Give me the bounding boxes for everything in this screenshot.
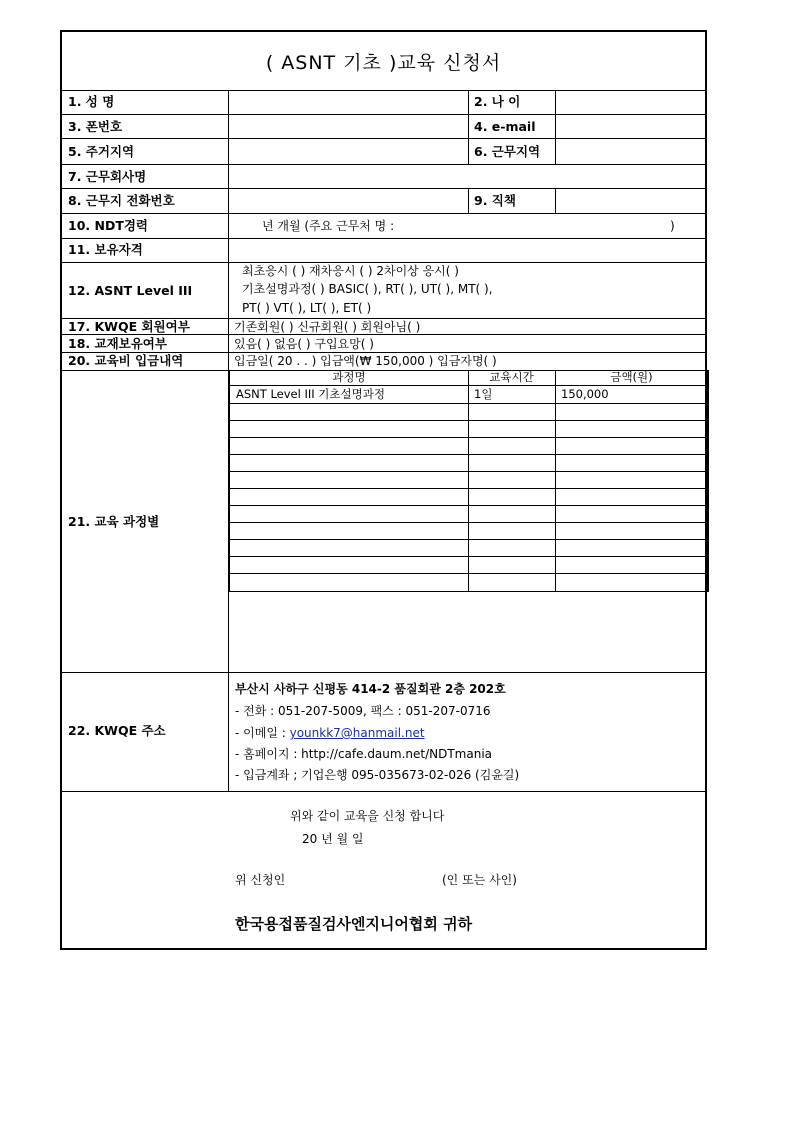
ndt-text: 년 개월 (주요 근무처 명 : [262,219,395,233]
email-field[interactable] [556,115,707,138]
work-area-field[interactable] [556,139,707,164]
cert-field[interactable] [229,239,707,262]
address-line4: - 홈페이지 : http://cafe.daum.net/NDTmania [235,747,493,761]
address-line5: - 입금계좌 ; 기업은행 095-035673-02-026 (김윤길) [235,768,520,782]
date-line: 20 년 월 일 [302,832,364,846]
email-link[interactable]: younkk7@hanmail.net [289,726,425,740]
name-label: 1. 성 명 [68,94,115,109]
course-table [229,370,709,592]
course-fee-header: 금액(원) [610,370,653,384]
position-label: 9. 직책 [474,193,516,208]
name-field[interactable] [229,91,468,114]
level3-label: 12. ASNT Level III [68,283,193,298]
address-label: 22. KWQE 주소 [68,723,166,738]
fee-label: 20. 교육비 입금내역 [68,353,184,368]
company-field[interactable] [229,165,707,188]
fee-text: 입금일( 20 . . ) 입금액(₩ 150,000 ) 입금자명( ) [234,354,497,368]
kwqe-member-text: 기존회원( ) 신규회원( ) 회원아님( ) [234,320,421,334]
cert-label: 11. 보유자격 [68,242,143,257]
applicant-label: 위 신청인 [235,873,286,887]
age-field[interactable] [556,91,707,114]
phone-label: 3. 폰번호 [68,119,123,134]
textbook-label: 18. 교재보유여부 [68,336,167,351]
course-hours-header: 교육시간 [489,370,534,384]
work-phone-field[interactable] [229,189,468,213]
kwqe-member-label: 17. KWQE 회원여부 [68,319,190,334]
residence-field[interactable] [229,139,468,164]
age-label: 2. 나 이 [474,94,521,109]
work-area-label: 6. 근무지역 [474,144,541,159]
course-hours-cell: 1일 [474,387,493,401]
position-field[interactable] [556,189,707,213]
course-label: 21. 교육 과정별 [68,514,160,529]
course-fee-cell: 150,000 [561,387,609,401]
level3-line1: 최초응시 ( ) 재차응시 ( ) 2차이상 응시( ) [242,264,459,278]
textbook-text: 있음( ) 없음( ) 구입요망( ) [234,337,374,351]
level3-line2: 기초설명과정( ) BASIC( ), RT( ), UT( ), MT( ), [242,282,493,296]
work-phone-label: 8. 근무지 전화번호 [68,193,175,208]
level3-line3: PT( ) VT( ), LT( ), ET( ) [242,301,372,315]
phone-field[interactable] [229,115,468,138]
form-title: ( ASNT 기초 )교육 신청서 [265,52,502,74]
application-form [60,30,707,950]
address-line2: - 전화 : 051-207-5009, 팩스 : 051-207-0716 [235,704,491,718]
address-line1: 부산시 사하구 신평동 414-2 품질회관 2층 202호 [235,682,506,696]
ndt-label: 10. NDT경력 [68,218,149,233]
course-name-cell: ASNT Level III 기초설명과정 [236,387,385,401]
company-label: 7. 근무회사명 [68,169,147,184]
course-name-header: 과정명 [332,370,366,384]
residence-label: 5. 주거지역 [68,144,135,159]
statement: 위와 같이 교육을 신청 합니다 [290,809,445,823]
seal-label: (인 또는 사인) [442,873,517,887]
email-label: 4. e-mail [474,119,536,134]
recipient: 한국용접품질검사엔지니어협회 귀하 [235,915,473,933]
address-line3: - 이메일 : younkk7@hanmail.net [235,726,425,740]
ndt-close: ) [670,219,675,233]
